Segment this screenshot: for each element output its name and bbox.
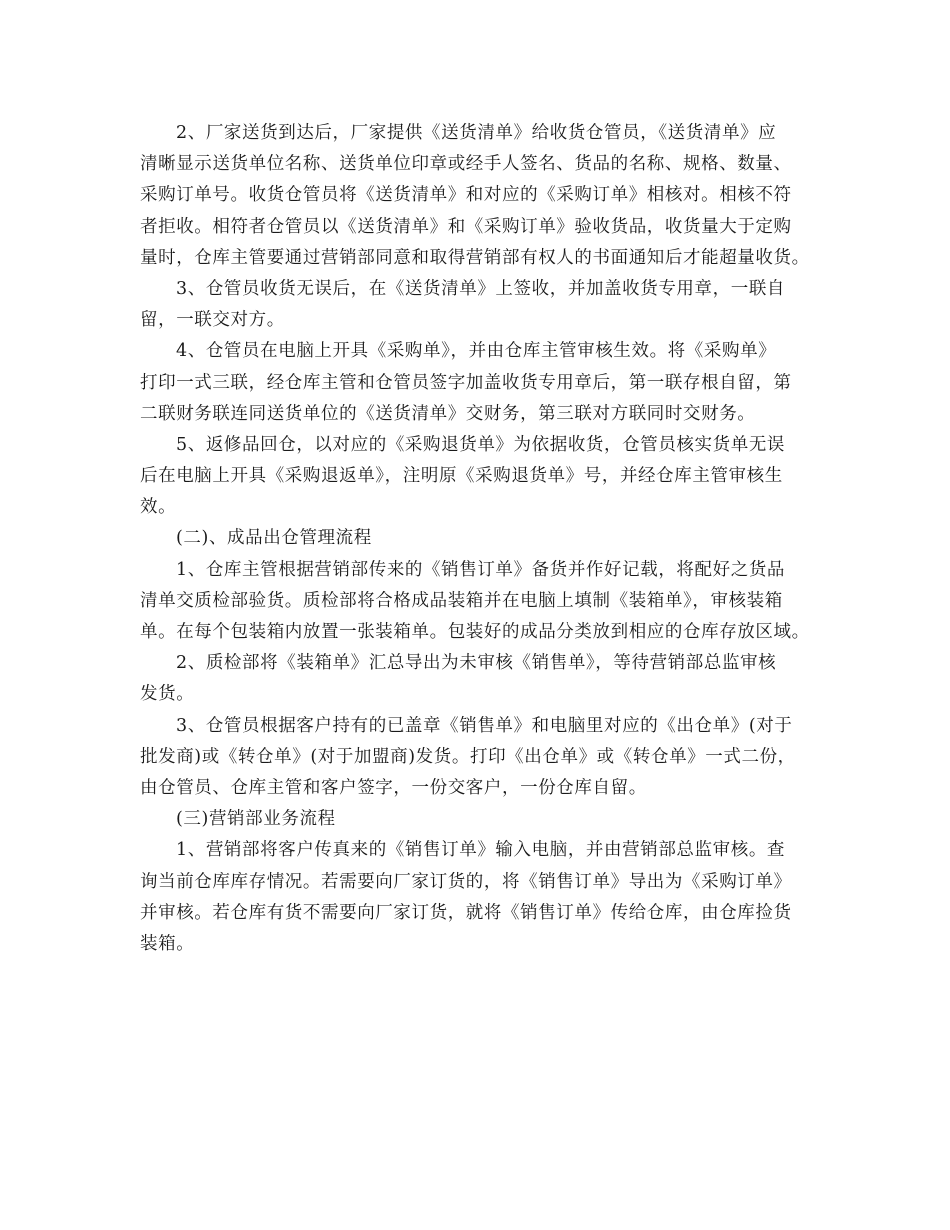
paragraph-packing-summary (140, 648, 820, 710)
paragraph-purchase-order (140, 336, 820, 430)
paragraph-stock-preparation (140, 555, 820, 649)
section-heading-outbound (140, 523, 820, 554)
paragraph-sales-order (140, 835, 820, 960)
text-line: 留，一联交对方。 (140, 310, 285, 331)
paragraph-shipping (140, 711, 820, 805)
document-body (140, 118, 820, 960)
text-line: 装箱。 (140, 933, 195, 954)
text-line: 1、仓库主管根据营销部传来的《销售订单》备货并作好记载，将配好之货品 (176, 559, 786, 580)
text-line: 二联财务联连同送货单位的《送货清单》交财务，第三联对方联同时交财务。 (140, 403, 756, 424)
paragraph-receiving-delivery (140, 118, 820, 274)
text-line: 询当前仓库库存情况。若需要向厂家订货的，将《销售订单》导出为《采购订单》 (140, 871, 792, 892)
text-line: 5、返修品回仓，以对应的《采购退货单》为依据收货，仓管员核实货单无误 (176, 434, 786, 455)
text-line: 打印一式三联，经仓库主管和仓管员签字加盖收货专用章后，第一联存根自留，第 (140, 372, 792, 393)
text-line: 由仓管员、仓库主管和客户签字，一份交客户，一份仓库自留。 (140, 777, 647, 798)
text-line: 者拒收。相符者仓管员以《送货清单》和《采购订单》验收货品，收货量大于定购 (140, 216, 792, 237)
text-line: 单。在每个包装箱内放置一张装箱单。包装好的成品分类放到相应的仓库存放区域。 (140, 622, 810, 642)
paragraph-sign-receipt (140, 274, 820, 336)
text-line: 并审核。若仓库有货不需要向厂家订货，就将《销售订单》传给仓库，由仓库捡货 (140, 902, 792, 923)
text-line: 1、营销部将客户传真来的《销售订单》输入电脑，并由营销部总监审核。查 (176, 840, 786, 861)
text-line: 2、厂家送货到达后，厂家提供《送货清单》给收货仓管员，《送货清单》应 (176, 123, 777, 143)
section-heading: (三)营销部业务流程 (176, 809, 336, 830)
text-line: 发货。 (140, 684, 195, 705)
paragraph-returns (140, 430, 820, 524)
text-line: 3、仓管员根据客户持有的已盖章《销售单》和电脑里对应的《出仓单》(对于 (176, 715, 793, 736)
text-line: 后在电脑上开具《采购退返单》，注明原《采购退货单》号，并经仓库主管审核生 (140, 466, 783, 487)
text-line: 量时，仓库主管要通过营销部同意和取得营销部有权人的书面通知后才能超量收货。 (140, 247, 810, 268)
section-heading-marketing (140, 804, 820, 835)
text-line: 清晰显示送货单位名称、送货单位印章或经手人签名、货品的名称、规格、数量、 (140, 154, 792, 175)
text-line: 2、质检部将《装箱单》汇总导出为未审核《销售单》，等待营销部总监审核 (176, 653, 777, 674)
text-line: 批发商)或《转仓单》(对于加盟商)发货。打印《出仓单》或《转仓单》一式二份， (140, 746, 796, 767)
text-line: 采购订单号。收货仓管员将《送货清单》和对应的《采购订单》相核对。相核不符 (140, 185, 792, 206)
text-line: 3、仓管员收货无误后，在《送货清单》上签收，并加盖收货专用章，一联自 (176, 278, 786, 299)
section-heading: (二)、成品出仓管理流程 (176, 528, 372, 549)
text-line: 4、仓管员在电脑上开具《采购单》，并由仓库主管审核生效。将《采购单》 (176, 341, 777, 362)
text-line: 效。 (140, 497, 177, 518)
text-line: 清单交质检部验货。质检部将合格成品装箱并在电脑上填制《装箱单》，审核装箱 (140, 590, 783, 611)
